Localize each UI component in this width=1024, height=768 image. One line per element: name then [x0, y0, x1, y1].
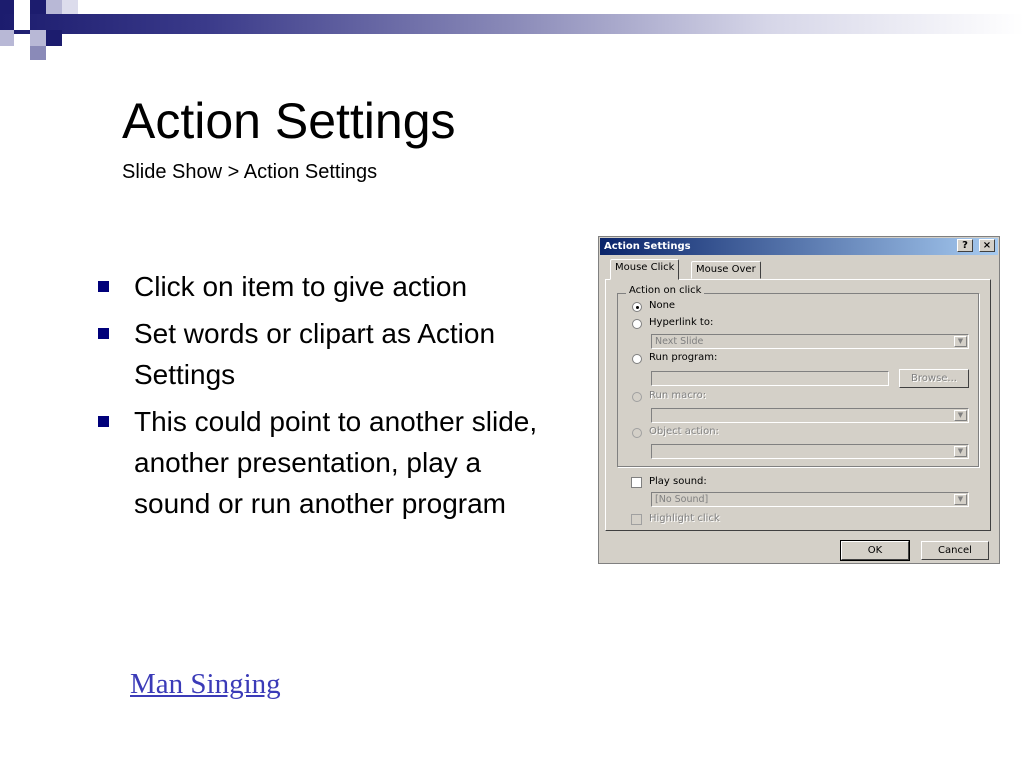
- deco-square: [30, 30, 46, 46]
- object-action-dropdown[interactable]: [651, 444, 969, 459]
- bullet-square-icon: [98, 416, 109, 427]
- chevron-down-icon: ▼: [954, 336, 967, 347]
- object-action-radio[interactable]: [632, 428, 642, 438]
- hyperlink-dropdown[interactable]: [651, 334, 969, 349]
- run-macro-radio[interactable]: [632, 392, 642, 402]
- chevron-down-icon: ▼: [954, 446, 967, 457]
- bullet-item: [96, 401, 556, 524]
- help-button[interactable]: ?: [957, 239, 973, 252]
- bullet-item: [96, 266, 556, 307]
- highlight-click-checkbox[interactable]: [631, 514, 642, 525]
- deco-square: [0, 30, 14, 46]
- chevron-down-icon: ▼: [954, 494, 967, 505]
- tab-mouse-over[interactable]: Mouse Over: [691, 261, 761, 279]
- sound-value: [No Sound]: [655, 494, 709, 505]
- object-action-label: Object action:: [649, 426, 719, 437]
- cancel-button[interactable]: Cancel: [921, 541, 989, 560]
- browse-button[interactable]: Browse...: [899, 369, 969, 388]
- run-macro-dropdown[interactable]: [651, 408, 969, 423]
- play-sound-label: Play sound:: [649, 476, 707, 487]
- hyperlink-radio[interactable]: [632, 319, 642, 329]
- bullet-text: This could point to another slide, another presentation, play a sound or run another program: [134, 406, 538, 519]
- bullet-text: Click on item to give action: [134, 271, 468, 302]
- bullet-item: [96, 313, 556, 395]
- action-settings-dialog: [598, 236, 1000, 564]
- close-button[interactable]: ×: [979, 239, 995, 252]
- slide-subtitle: Slide Show > Action Settings: [122, 161, 378, 183]
- deco-square: [46, 0, 62, 14]
- header-gradient-band: [0, 14, 1024, 34]
- hyperlink-label: Hyperlink to:: [649, 317, 714, 328]
- dialog-title: Action Settings: [604, 241, 691, 252]
- run-program-radio[interactable]: [632, 354, 642, 364]
- tab-mouse-click[interactable]: Mouse Click: [610, 259, 679, 280]
- none-radio[interactable]: [632, 302, 642, 312]
- man-singing-link[interactable]: Man Singing: [130, 668, 281, 700]
- sound-dropdown[interactable]: [651, 492, 969, 507]
- deco-square: [30, 0, 46, 14]
- deco-square: [14, 14, 30, 30]
- play-sound-checkbox[interactable]: [631, 477, 642, 488]
- run-macro-label: Run macro:: [649, 390, 707, 401]
- highlight-click-label: Highlight click: [649, 513, 720, 524]
- bullet-text: Set words or clipart as Action Settings: [134, 318, 496, 390]
- bullet-square-icon: [98, 328, 109, 339]
- run-program-field[interactable]: [651, 371, 889, 386]
- deco-square: [46, 30, 62, 46]
- deco-square: [62, 0, 78, 14]
- chevron-down-icon: ▼: [954, 410, 967, 421]
- bullet-square-icon: [98, 281, 109, 292]
- deco-square: [0, 0, 14, 14]
- slide-title: Action Settings: [122, 93, 456, 149]
- deco-square: [30, 46, 46, 60]
- run-program-label: Run program:: [649, 352, 718, 363]
- dialog-titlebar: [600, 238, 998, 255]
- none-label: None: [649, 300, 676, 311]
- bullet-list: [96, 266, 556, 530]
- group-label: Action on click: [626, 285, 704, 296]
- ok-button[interactable]: OK: [841, 541, 909, 560]
- hyperlink-value: Next Slide: [655, 336, 704, 347]
